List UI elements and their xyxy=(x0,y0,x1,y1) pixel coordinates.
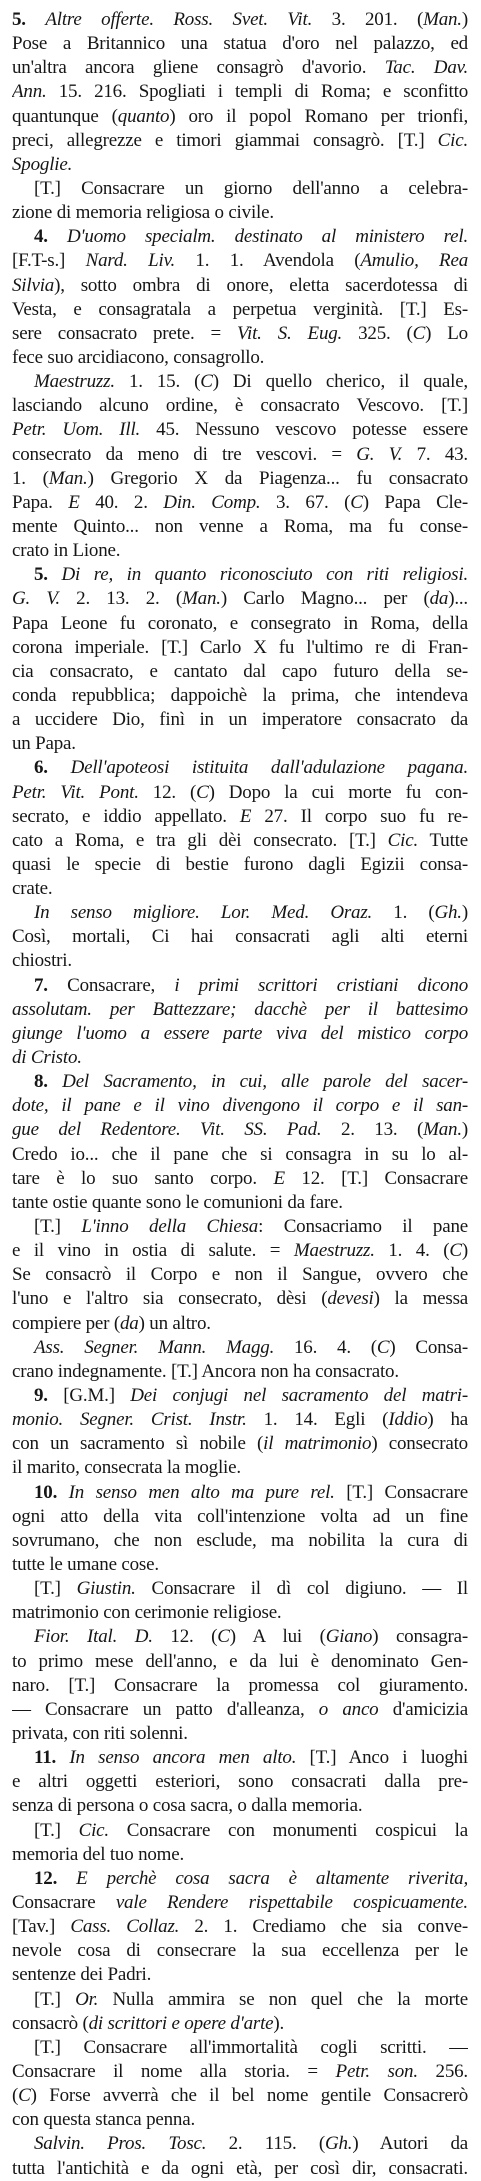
text-segment: quanto xyxy=(117,105,170,127)
text-line xyxy=(12,2060,468,2084)
text-segment: 7. xyxy=(34,974,68,996)
text-line xyxy=(12,2012,468,2036)
text-segment: Dell'apoteosi istituita dall'adulazione pagana. xyxy=(70,757,468,779)
text-segment: cato a Roma, e tra gli dèi consecrato. [T.] xyxy=(12,829,388,851)
text-segment: ) Forse avverrà che il bel nome gentile Consacrerò xyxy=(30,2085,468,2107)
text-line xyxy=(12,1143,468,1167)
text-line xyxy=(12,8,468,32)
text-segment: da xyxy=(429,588,449,610)
text-segment: Ass. Segner. Mann. Magg. xyxy=(34,1336,275,1358)
text-segment: crato in Lione. xyxy=(12,540,121,562)
text-segment: [T.] xyxy=(34,1216,82,1238)
text-line xyxy=(12,1674,468,1698)
text-line xyxy=(12,56,468,80)
text-segment: Petr. Vit. Pont. xyxy=(12,781,139,803)
text-segment: ) consecrato xyxy=(371,1433,468,1455)
text-segment: nevole cosa di consecrare la sua eccellenza per le xyxy=(12,1940,468,1962)
text-segment: 12. ( xyxy=(138,781,197,803)
text-line xyxy=(12,563,468,587)
text-line xyxy=(12,1239,468,1263)
text-segment: [F.T-s.] xyxy=(12,250,86,272)
text-segment: 4. xyxy=(34,226,68,248)
text-segment: preci, allegrezze e timori giammai consagrò. [T.] xyxy=(12,129,438,151)
text-segment: 15. 216. Spogliati i templi di Roma; e sconfitto xyxy=(46,81,468,103)
text-line xyxy=(12,1336,468,1360)
text-line xyxy=(12,129,468,153)
text-line xyxy=(12,949,468,973)
text-segment: Petr. son. xyxy=(335,2060,418,2082)
text-line xyxy=(12,1819,468,1843)
text-line xyxy=(12,153,468,177)
text-line xyxy=(12,1650,468,1674)
text-line xyxy=(12,2036,468,2060)
text-segment: ) Autori da xyxy=(352,2133,468,2155)
text-segment: monio. Segner. Crist. Instr. xyxy=(12,1409,247,1431)
text-segment: conda repubblica; dappoichè la prima, che intendeva xyxy=(12,684,468,706)
text-segment: ) Lo xyxy=(425,322,468,344)
text-segment: ) xyxy=(461,1119,468,1141)
text-line xyxy=(12,636,468,660)
text-line xyxy=(12,587,468,611)
text-segment: di Cristo. xyxy=(12,1047,82,1069)
text-segment: C xyxy=(217,1626,230,1648)
text-segment: )... xyxy=(448,588,468,610)
text-line xyxy=(12,732,468,756)
text-line xyxy=(12,201,468,225)
text-segment: 12. xyxy=(34,1867,77,1889)
text-segment: Consacrare il nome alla storia. = xyxy=(12,2060,336,2082)
text-segment: [T.] Anco i luoghi xyxy=(296,1747,468,1769)
text-segment: tutte le umane cose. xyxy=(12,1554,159,1575)
text-segment: vale Rendere rispettabile cospicuamente. xyxy=(115,1891,468,1913)
text-line xyxy=(12,2108,468,2132)
text-segment: sovrumano, che non esclude, ma nobilita la cura di xyxy=(12,1529,468,1551)
text-segment: ) xyxy=(461,902,468,924)
text-segment: Salvin. Pros. Tosc. xyxy=(34,2133,207,2155)
text-line xyxy=(12,901,468,925)
text-segment: C xyxy=(18,2085,31,2107)
text-segment: E perchè cosa sacra è altamente riverita, xyxy=(76,1867,468,1889)
text-segment: 2. 13. ( xyxy=(321,1119,424,1141)
text-segment: cia consacrato, e cantato dal capo futuro della se- xyxy=(12,660,468,682)
text-segment: [T.] xyxy=(34,1819,79,1841)
text-segment: lasciando alcuno ordine, è consacrato Vescovo. [T.] xyxy=(12,395,468,417)
text-line xyxy=(12,322,468,346)
text-segment: Pose a Britannico una statua d'oro nel palazzo, ed xyxy=(12,33,468,55)
text-line xyxy=(12,1553,468,1577)
text-segment: L'inno della Chiesa xyxy=(81,1216,259,1238)
text-line xyxy=(12,491,468,515)
text-line xyxy=(12,80,468,104)
text-segment: e altri oggetti esteriori, sono consacrati dalla pre- xyxy=(12,1771,468,1793)
text-segment: Spoglie. xyxy=(12,153,73,175)
text-segment: 1. 4. ( xyxy=(374,1240,450,1262)
text-segment: [T.] Consacrare all'immortalità cogli scritti. — xyxy=(34,2036,468,2058)
text-line xyxy=(12,1891,468,1915)
text-segment: ) la messa xyxy=(373,1288,468,1310)
text-segment: Cic. xyxy=(387,829,418,851)
text-segment: ). xyxy=(273,2012,285,2034)
text-segment: o anco xyxy=(318,1698,379,1720)
text-segment: 12. [T.] Consacrare xyxy=(284,1167,468,1189)
text-line xyxy=(12,225,468,249)
text-line xyxy=(12,660,468,684)
text-line xyxy=(12,1118,468,1142)
text-segment: d'amicizia xyxy=(378,1698,468,1720)
text-segment: fece suo arcidiacono, consagrollo. xyxy=(12,346,265,368)
text-segment: E xyxy=(239,805,252,827)
text-segment: [T.] Consacrare un giorno dell'anno a celebra- xyxy=(34,177,468,199)
text-line xyxy=(12,1625,468,1649)
text-segment: Tac. Dav. xyxy=(384,57,468,79)
text-segment: Fior. Ital. D. xyxy=(34,1626,153,1648)
text-segment: sentenze dei Padri. xyxy=(12,1964,152,1986)
text-segment: ) ha xyxy=(427,1409,468,1431)
text-segment: quantunque ( xyxy=(12,105,118,127)
text-segment: ) oro il popol Romano per trionfi, xyxy=(169,105,468,127)
text-segment: Tutte xyxy=(418,829,468,851)
text-segment: Man. xyxy=(48,467,88,489)
text-segment: tante ostie quante sono le comunioni da fare. xyxy=(12,1191,343,1213)
text-segment: consecrato da meno di tre vescovi. = xyxy=(12,443,357,465)
text-line xyxy=(12,105,468,129)
text-line xyxy=(12,1481,468,1505)
text-segment: Dei conjugi nel sacramento del matri- xyxy=(130,1385,468,1407)
text-line xyxy=(12,1215,468,1239)
text-segment: Altre offerte. Ross. Svet. Vit. xyxy=(45,9,313,30)
text-segment: ) consagra- xyxy=(372,1626,468,1648)
text-line xyxy=(12,249,468,273)
text-segment: C xyxy=(412,322,426,344)
text-line xyxy=(12,1384,468,1408)
text-segment: ( xyxy=(12,2085,19,2107)
text-line xyxy=(12,539,468,563)
text-segment: gue del Redentore. Vit. SS. Pad. xyxy=(12,1119,322,1141)
text-segment: 8. xyxy=(34,1071,63,1093)
text-segment: con questa stanca penna. xyxy=(12,2109,196,2131)
text-line xyxy=(12,853,468,877)
text-segment: Petr. Uom. Ill. xyxy=(12,419,141,441)
text-segment: Se consacrò il Corpo e non il Sangue, ovvero che xyxy=(12,1264,468,1286)
text-segment: 45. Nessuno vescovo potesse essere xyxy=(140,419,468,441)
text-line xyxy=(12,925,468,949)
text-segment: crate. xyxy=(12,878,53,900)
text-segment: ) un altro. xyxy=(138,1312,211,1334)
text-segment: Vesta, e consagratala a perpetua verginità. [T.] Es- xyxy=(12,298,468,320)
text-segment: 7. 43. xyxy=(402,443,468,465)
text-segment: consacrò ( xyxy=(12,2012,89,2034)
text-segment: privata, con riti solenni. xyxy=(12,1722,188,1744)
text-line xyxy=(12,1456,468,1480)
text-segment: 2. 115. ( xyxy=(206,2133,325,2155)
text-segment: un'altra ancora gliene consagrò d'avorio. xyxy=(12,57,385,79)
text-line xyxy=(12,1360,468,1384)
text-segment: un Papa. xyxy=(12,733,76,755)
text-segment: Papa. xyxy=(12,491,69,513)
text-segment: C xyxy=(196,781,209,803)
text-segment: ) xyxy=(461,9,468,30)
text-line xyxy=(12,1022,468,1046)
text-segment: Vit. S. Eug. xyxy=(237,322,343,344)
text-line xyxy=(12,1263,468,1287)
text-segment: [T.] xyxy=(34,1578,77,1600)
text-line xyxy=(12,1843,468,1867)
text-segment: di scrittori e opere d'arte xyxy=(88,2012,274,2034)
text-line xyxy=(12,877,468,901)
text-segment: i primi scrittori cristiani dicono xyxy=(174,974,468,996)
text-segment: 5. xyxy=(34,564,62,586)
text-line xyxy=(12,298,468,322)
text-line xyxy=(12,1746,468,1770)
text-line xyxy=(12,708,468,732)
text-segment: C xyxy=(376,1336,390,1358)
text-segment: 9. xyxy=(34,1385,64,1407)
text-segment: mente Quinto... non venne a Roma, ma fu conse- xyxy=(12,515,468,537)
text-line xyxy=(12,1312,468,1336)
text-line xyxy=(12,2132,468,2156)
text-line xyxy=(12,1988,468,2012)
text-line xyxy=(12,32,468,56)
text-segment: il matrimonio xyxy=(263,1433,372,1455)
text-line xyxy=(12,1939,468,1963)
text-segment: con un sacramento sì nobile ( xyxy=(12,1433,264,1455)
text-line xyxy=(12,1529,468,1553)
text-segment: 12. ( xyxy=(152,1626,218,1648)
text-segment: 325. ( xyxy=(342,322,413,344)
text-segment: 1. 14. Egli ( xyxy=(246,1409,389,1431)
text-segment: [T.] Consacrare xyxy=(334,1481,468,1503)
text-segment: 27. Il corpo suo fu re- xyxy=(251,805,468,827)
text-line xyxy=(12,1794,468,1818)
text-segment: In senso men alto ma pure rel. xyxy=(68,1481,335,1503)
text-segment: 1. 1. Avendola ( xyxy=(175,250,361,272)
text-segment: Gh. xyxy=(324,2133,353,2155)
text-line xyxy=(12,829,468,853)
text-line xyxy=(12,1094,468,1118)
text-segment: secrato, e iddio appellato. xyxy=(12,805,240,827)
text-segment: dote, il pane e il vino divengono il corpo e il san- xyxy=(12,1095,468,1117)
text-line xyxy=(12,1287,468,1311)
text-line xyxy=(12,2084,468,2108)
text-segment: Man. xyxy=(423,1119,462,1141)
text-segment: Consacrare xyxy=(12,1891,116,1913)
text-segment: G. V. xyxy=(12,588,60,610)
text-line xyxy=(12,612,468,636)
text-segment: C xyxy=(449,1240,462,1262)
text-line xyxy=(12,1505,468,1529)
text-segment: 1. ( xyxy=(372,902,435,924)
text-segment: matrimonio con cerimonie religiose. xyxy=(12,1602,282,1624)
text-line xyxy=(12,1070,468,1094)
text-segment: Cic. xyxy=(437,129,468,151)
text-segment: compiere per ( xyxy=(12,1312,120,1334)
text-segment: 40. 2. xyxy=(79,491,164,513)
text-line xyxy=(12,394,468,418)
text-segment: corona imperiale. [T.] Carlo X fu l'ultimo re di Fran- xyxy=(12,636,468,658)
text-line xyxy=(12,443,468,467)
text-segment: crano indegnamente. [T.] Ancora non ha consacrato. xyxy=(12,1360,399,1382)
text-segment: C xyxy=(350,491,363,513)
text-line xyxy=(12,274,468,298)
text-segment: ) Gregorio X da Piagenza... fu consacrato xyxy=(87,467,468,489)
text-segment: [Tav.] xyxy=(12,1916,71,1938)
text-segment: 3. 67. ( xyxy=(260,491,351,513)
text-segment: Cass. Collaz. xyxy=(70,1916,180,1938)
text-segment: 6. xyxy=(34,757,71,779)
text-segment: Di re, in quanto riconosciuto con riti religiosi. xyxy=(61,564,468,586)
text-line xyxy=(12,177,468,201)
text-segment: In senso migliore. Lor. Med. Oraz. xyxy=(34,902,373,924)
text-segment: ) Carlo Magno... per ( xyxy=(220,588,430,610)
text-segment: senza di persona o cosa sacra, o dalla memoria. xyxy=(12,1795,363,1817)
text-segment: [T.] xyxy=(34,1988,76,2010)
text-segment: Din. Comp. xyxy=(163,491,261,513)
text-line xyxy=(12,1915,468,1939)
text-segment: 1. 15. ( xyxy=(114,371,201,393)
text-line xyxy=(12,974,468,998)
text-segment: D'uomo specialm. destinato al ministero rel. xyxy=(67,226,468,248)
text-segment: chiostri. xyxy=(12,950,72,972)
text-segment: assolutam. per Battezzare; dacchè per il battesimo xyxy=(12,998,468,1020)
text-line xyxy=(12,1432,468,1456)
text-segment: giunge l'uomo a essere parte viva del mistico corpo xyxy=(12,1022,468,1044)
text-segment: ) Consa- xyxy=(389,1336,468,1358)
text-segment: Consacrare, xyxy=(67,974,175,996)
text-line xyxy=(12,1722,468,1746)
text-segment: Nard. Liv. xyxy=(85,250,175,272)
text-segment: 11. xyxy=(34,1747,70,1769)
text-line xyxy=(12,1867,468,1891)
text-segment: Silvia xyxy=(12,274,55,296)
text-segment: Iddio xyxy=(388,1409,428,1431)
text-segment: Del Sacramento, in cui, alle parole del sacer- xyxy=(62,1071,468,1093)
text-segment: Così, mortali, Ci hai consacrati agli alti eterni xyxy=(12,926,468,948)
text-segment: Consacrare il dì col digiuno. — Il xyxy=(135,1578,468,1600)
text-segment: Consacrare con monumenti cospicui la xyxy=(108,1819,468,1841)
text-line xyxy=(12,1770,468,1794)
text-segment: 16. 4. ( xyxy=(274,1336,377,1358)
text-line xyxy=(12,756,468,780)
text-segment: ) A lui ( xyxy=(229,1626,326,1648)
text-segment: Credo io... che il pane che si consagra in su lo al- xyxy=(12,1143,468,1165)
text-line xyxy=(12,1963,468,1987)
text-line xyxy=(12,1698,468,1722)
text-line xyxy=(12,370,468,394)
text-segment: G. V. xyxy=(356,443,403,465)
text-segment: ) Papa Cle- xyxy=(362,491,468,513)
text-segment: il marito, consecrata la moglie. xyxy=(12,1457,241,1479)
text-segment: Nulla ammira se non quel che la morte xyxy=(98,1988,468,2010)
text-segment: Gh. xyxy=(434,902,462,924)
text-segment: da xyxy=(119,1312,139,1334)
text-segment: ) Di quello cherico, il quale, xyxy=(212,371,468,393)
text-line xyxy=(12,1046,468,1070)
text-segment: a uccidere Dio, finì in un imperatore consacrato da xyxy=(12,709,468,731)
text-segment: Man. xyxy=(423,9,462,30)
text-line xyxy=(12,781,468,805)
text-segment: tutta l'antichità e da ogni età, per così dir, consacrati. xyxy=(12,2157,468,2179)
text-line xyxy=(12,1408,468,1432)
text-line xyxy=(12,998,468,1022)
text-segment: ) Dopo la cui morte fu con- xyxy=(208,781,468,803)
text-line xyxy=(12,684,468,708)
text-line xyxy=(12,346,468,370)
text-line xyxy=(12,2157,468,2181)
text-segment: 3. 201. ( xyxy=(312,9,424,30)
text-segment: 5. xyxy=(12,9,46,30)
text-segment: ), sotto ombra di onore, eletta sacerdotessa di xyxy=(54,274,468,296)
text-segment: l'uno e l'altro sia consecrato, dèsi ( xyxy=(12,1288,328,1310)
text-segment: zione di memoria religiosa o civile. xyxy=(12,202,274,224)
text-segment: 10. xyxy=(34,1481,69,1503)
text-segment: : Consacriamo il pane xyxy=(258,1216,468,1238)
text-segment: ) xyxy=(461,1240,468,1262)
text-segment: Amulio, Rea xyxy=(360,250,468,272)
text-line xyxy=(12,1601,468,1625)
text-line xyxy=(12,805,468,829)
text-segment: 2. 1. Crediamo che sia conve- xyxy=(179,1916,468,1938)
text-segment: to primo mese dell'anno, e da lui è denominato Gen- xyxy=(12,1650,468,1672)
text-segment: tare è lo suo santo corpo. xyxy=(12,1167,274,1189)
text-segment: E xyxy=(68,491,80,513)
text-line xyxy=(12,1577,468,1601)
text-segment: 256. xyxy=(417,2060,468,2082)
text-segment: Or. xyxy=(75,1988,99,2010)
text-segment: devesi xyxy=(327,1288,374,1310)
text-segment: 2. 13. 2. ( xyxy=(59,588,183,610)
text-segment: In senso ancora men alto. xyxy=(69,1747,297,1769)
text-segment: Ann. xyxy=(12,81,47,103)
text-segment: [G.M.] xyxy=(63,1385,131,1407)
text-line xyxy=(12,1191,468,1215)
text-segment: ogni atto della vita coll'intenzione volta ad un fine xyxy=(12,1505,468,1527)
text-segment: e il vino in ostia di salute. = xyxy=(12,1240,294,1262)
text-segment: Giano xyxy=(325,1626,373,1648)
text-segment: naro. [T.] Consacrare la promessa col giuramento. xyxy=(12,1674,468,1696)
text-segment: memoria del tuo nome. xyxy=(12,1843,185,1865)
text-line xyxy=(12,1167,468,1191)
text-segment: Cic. xyxy=(78,1819,109,1841)
text-segment: Maestruzz. xyxy=(34,371,115,393)
text-segment: — Consacrare un patto d'alleanza, xyxy=(12,1698,319,1720)
text-segment: Giustin. xyxy=(76,1578,136,1600)
text-line xyxy=(12,515,468,539)
text-line xyxy=(12,418,468,442)
text-segment: Maestruzz. xyxy=(293,1240,375,1262)
text-segment: E xyxy=(273,1167,285,1189)
text-line xyxy=(12,467,468,491)
text-segment: sere consacrato prete. = xyxy=(12,322,238,344)
text-segment: quasi le specie di bestie furono dagli Egizii consa- xyxy=(12,853,468,875)
text-segment: Man. xyxy=(182,588,221,610)
text-segment: 1. ( xyxy=(12,467,49,489)
text-segment: Papa Leone fu coronato, e consegrato in Roma, della xyxy=(12,612,468,634)
text-segment: C xyxy=(200,371,213,393)
